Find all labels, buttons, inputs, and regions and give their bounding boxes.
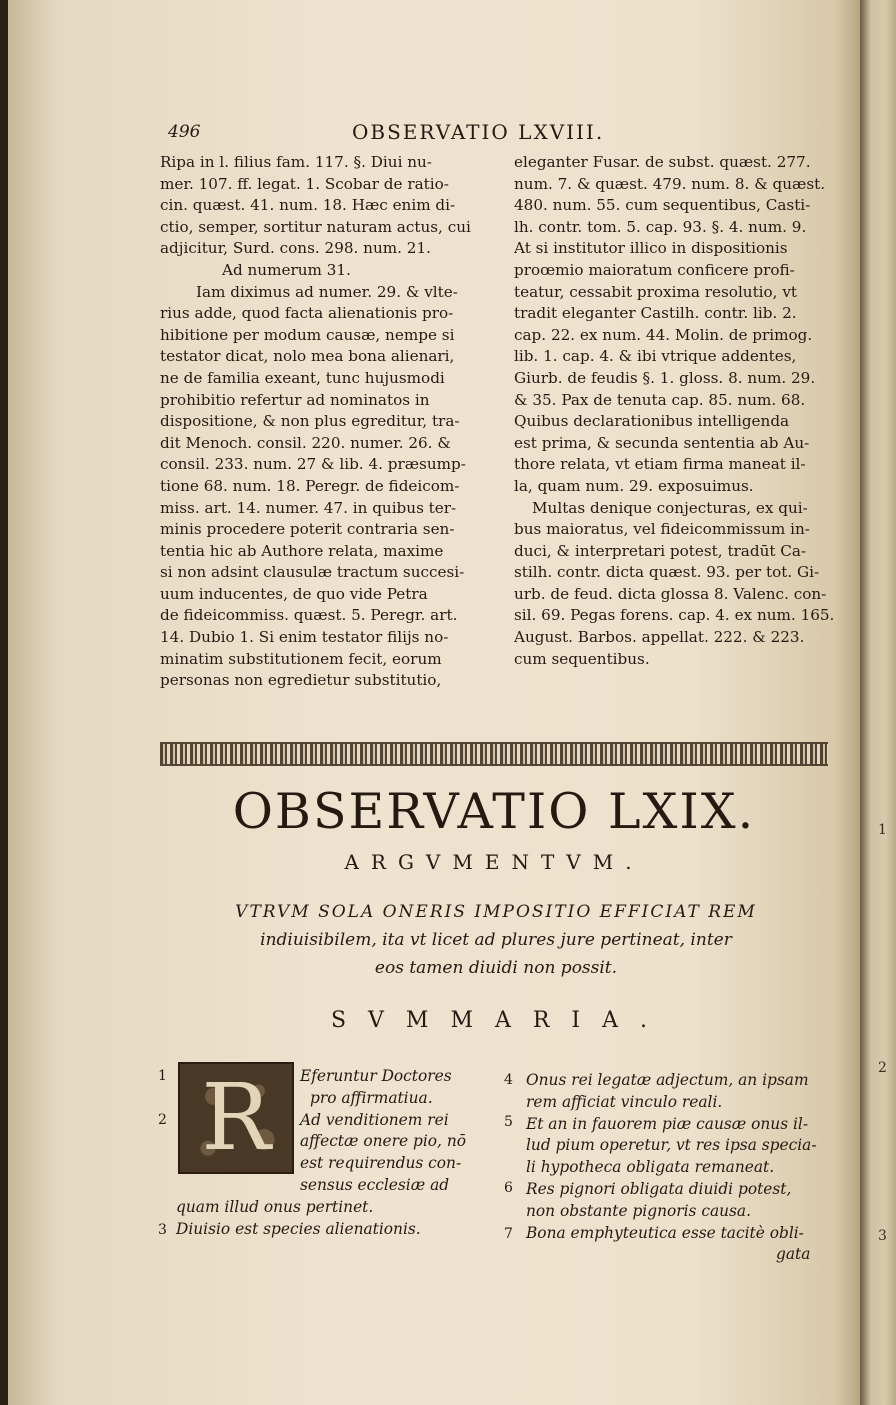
text-line: duci, & interpretari potest, tradūt Ca- [514,541,807,560]
text-line: cin. quæst. 41. num. 18. Hæc enim di- [160,196,456,215]
summaria-left-full [176,1197,496,1241]
text-line: lib. 1. cap. 4. & ibi vtrique addentes, [514,347,797,366]
text-line: de fideicommiss. quæst. 5. Peregr. art. [160,606,458,625]
summary-number: 5 [504,1114,513,1130]
summary-line: rem afficiat vinculo reali. [526,1092,723,1111]
drop-initial-ornament [178,1062,294,1174]
text-line: & 35. Pax de tenuta cap. 85. num. 68. [514,390,806,409]
text-line: hibitione per modum causæ, nempe si [160,325,455,344]
text-line: thore relata, vt etiam firma maneat il- [514,455,806,474]
text-line: testator dicat, nolo mea bona alienari, [160,347,455,366]
text-line: cap. 22. ex num. 44. Molin. de primog. [514,325,813,344]
text-line: minatim substitutionem fecit, eorum [160,649,442,668]
text-line: cum sequentibus. [514,649,650,668]
text-line: miss. art. 14. numer. 47. in quibus ter- [160,498,457,517]
summaria-right [526,1070,832,1266]
summary-line: sensus ecclesiæ ad [300,1175,450,1194]
text-line: August. Barbos. appellat. 222. & 223. [514,628,805,647]
summary-line: quam illud onus pertinet. [176,1198,374,1216]
observation-title: OBSERVATIO LXIX. [232,783,756,840]
summary-line: Onus rei legatæ adjectum, an ipsam [526,1071,809,1089]
ornamental-rule [160,742,828,766]
summaria-label: SVMMARIA. [330,1008,670,1033]
text-line: stilh. contr. dicta quæst. 93. per tot. Gi- [514,563,820,582]
next-page-mark: 2 [878,1060,887,1076]
summary-line: est requirendus con- [300,1154,462,1173]
text-line: tentia hic ab Authore relata, maxime [160,541,444,560]
next-page-mark: 3 [878,1228,887,1244]
text-line: Giurb. de feudis §. 1. gloss. 8. num. 29. [514,368,816,387]
text-line: mer. 107. ff. legat. 1. Scobar de ratio- [160,174,449,193]
text-line: tradit eleganter Castilh. contr. lib. 2. [514,304,797,323]
drop-initial-letter: R [201,1064,271,1171]
next-page-edge [860,0,896,1405]
question-line: indiuisibilem, ita vt licet ad plures jure pertineat, inter [260,930,732,950]
text-line: At si institutor illico in dispositionis [514,239,788,258]
text-line: Ripa in l. filius fam. 117. §. Diui nu- [160,153,432,171]
text-line: teatur, cessabit proxima resolutio, vt [514,282,798,301]
text-line: tione 68. num. 18. Peregr. de fideicom- [160,476,460,495]
running-title: OBSERVATIO LXVIII. [352,120,605,144]
text-line: proœmio maioratum conficere profi- [514,260,795,279]
left-text-column [160,152,490,692]
summary-line: Diuisio est species alienationis. [176,1219,421,1238]
text-line: dispositione, & non plus egreditur, tra- [160,412,460,431]
text-line: Ad numerum 31. [222,260,351,279]
text-line: dit Menoch. consil. 220. numer. 26. & [160,433,451,452]
text-line: prohibitio refertur ad nominatos in [160,390,430,409]
argument-label: ARGVMENTVM. [344,850,644,874]
running-header [168,118,836,148]
summary-line: lud pium operetur, vt res ipsa specia- [526,1136,817,1155]
text-line: ctio, semper, sortitur naturam actus, cui [160,217,471,236]
text-line: rius adde, quod facta alienationis pro- [160,304,454,323]
text-line: si non adsint clausulæ tractum succesi- [160,563,465,582]
summary-line: pro affirmatiua. [310,1088,433,1107]
text-line: 14. Dubio 1. Si enim testator filijs no- [160,628,449,647]
summary-line: Ad venditionem rei [300,1110,449,1129]
text-line: uum inducentes, de quo vide Petra [160,584,428,603]
text-line: num. 7. & quæst. 479. num. 8. & quæst. [514,174,826,193]
argument-question [156,898,836,982]
summary-number: 6 [504,1180,513,1196]
summary-number: 7 [504,1226,513,1242]
summary-line: gata [776,1245,811,1264]
summary-line: li hypotheca obligata remaneat. [526,1158,775,1177]
page-number: 496 [168,122,201,142]
right-text-column [514,152,836,670]
summary-line: affectæ onere pio, nō [300,1132,466,1151]
text-line: est prima, & secunda sententia ab Au- [514,433,810,452]
text-line: adjicitur, Surd. cons. 298. num. 21. [160,239,431,258]
text-line: eleganter Fusar. de subst. quæst. 277. [514,153,811,171]
text-line: consil. 233. num. 27 & lib. 4. præsump- [160,455,466,474]
text-line: lh. contr. tom. 5. cap. 93. §. 4. num. 9. [514,217,807,236]
text-line: sil. 69. Pegas forens. cap. 4. ex num. 165. [514,606,835,625]
summary-number: 4 [504,1072,513,1088]
summary-line: Et an in fauorem piæ causæ onus il- [526,1114,809,1133]
summary-number: 2 [158,1112,167,1128]
text-line: urb. de feud. dicta glossa 8. Valenc. con- [514,584,827,603]
text-line: Multas denique conjecturas, ex qui- [532,498,808,517]
text-line: ne de familia exeant, tunc hujusmodi [160,368,445,387]
text-line: Quibus declarationibus intelligenda [514,412,790,431]
summary-number: 3 [158,1222,167,1238]
summaria-left-wrapped [300,1066,490,1197]
summary-line: Eferuntur Doctores [300,1067,452,1085]
question-line: eos tamen diuidi non possit. [374,958,618,978]
text-line: 480. num. 55. cum sequentibus, Casti- [514,196,811,215]
summary-line: non obstante pignoris causa. [526,1201,752,1220]
question-line: VTRVM SOLA ONERIS IMPOSITIO EFFICIAT REM [235,902,757,922]
next-page-mark: 1 [878,822,887,838]
text-line: personas non egredietur substitutio, [160,671,442,690]
summary-line: Bona emphyteutica esse tacitè obli- [526,1223,804,1242]
text-line: bus maioratus, vel fideicommissum in- [514,520,810,539]
text-line: la, quam num. 29. exposuimus. [514,476,754,495]
text-line: Iam diximus ad numer. 29. & vlte- [196,282,458,301]
text-line: minis procedere poterit contraria sen- [160,520,455,539]
summary-line: Res pignori obligata diuidi potest, [526,1179,792,1198]
summary-number: 1 [158,1068,167,1084]
